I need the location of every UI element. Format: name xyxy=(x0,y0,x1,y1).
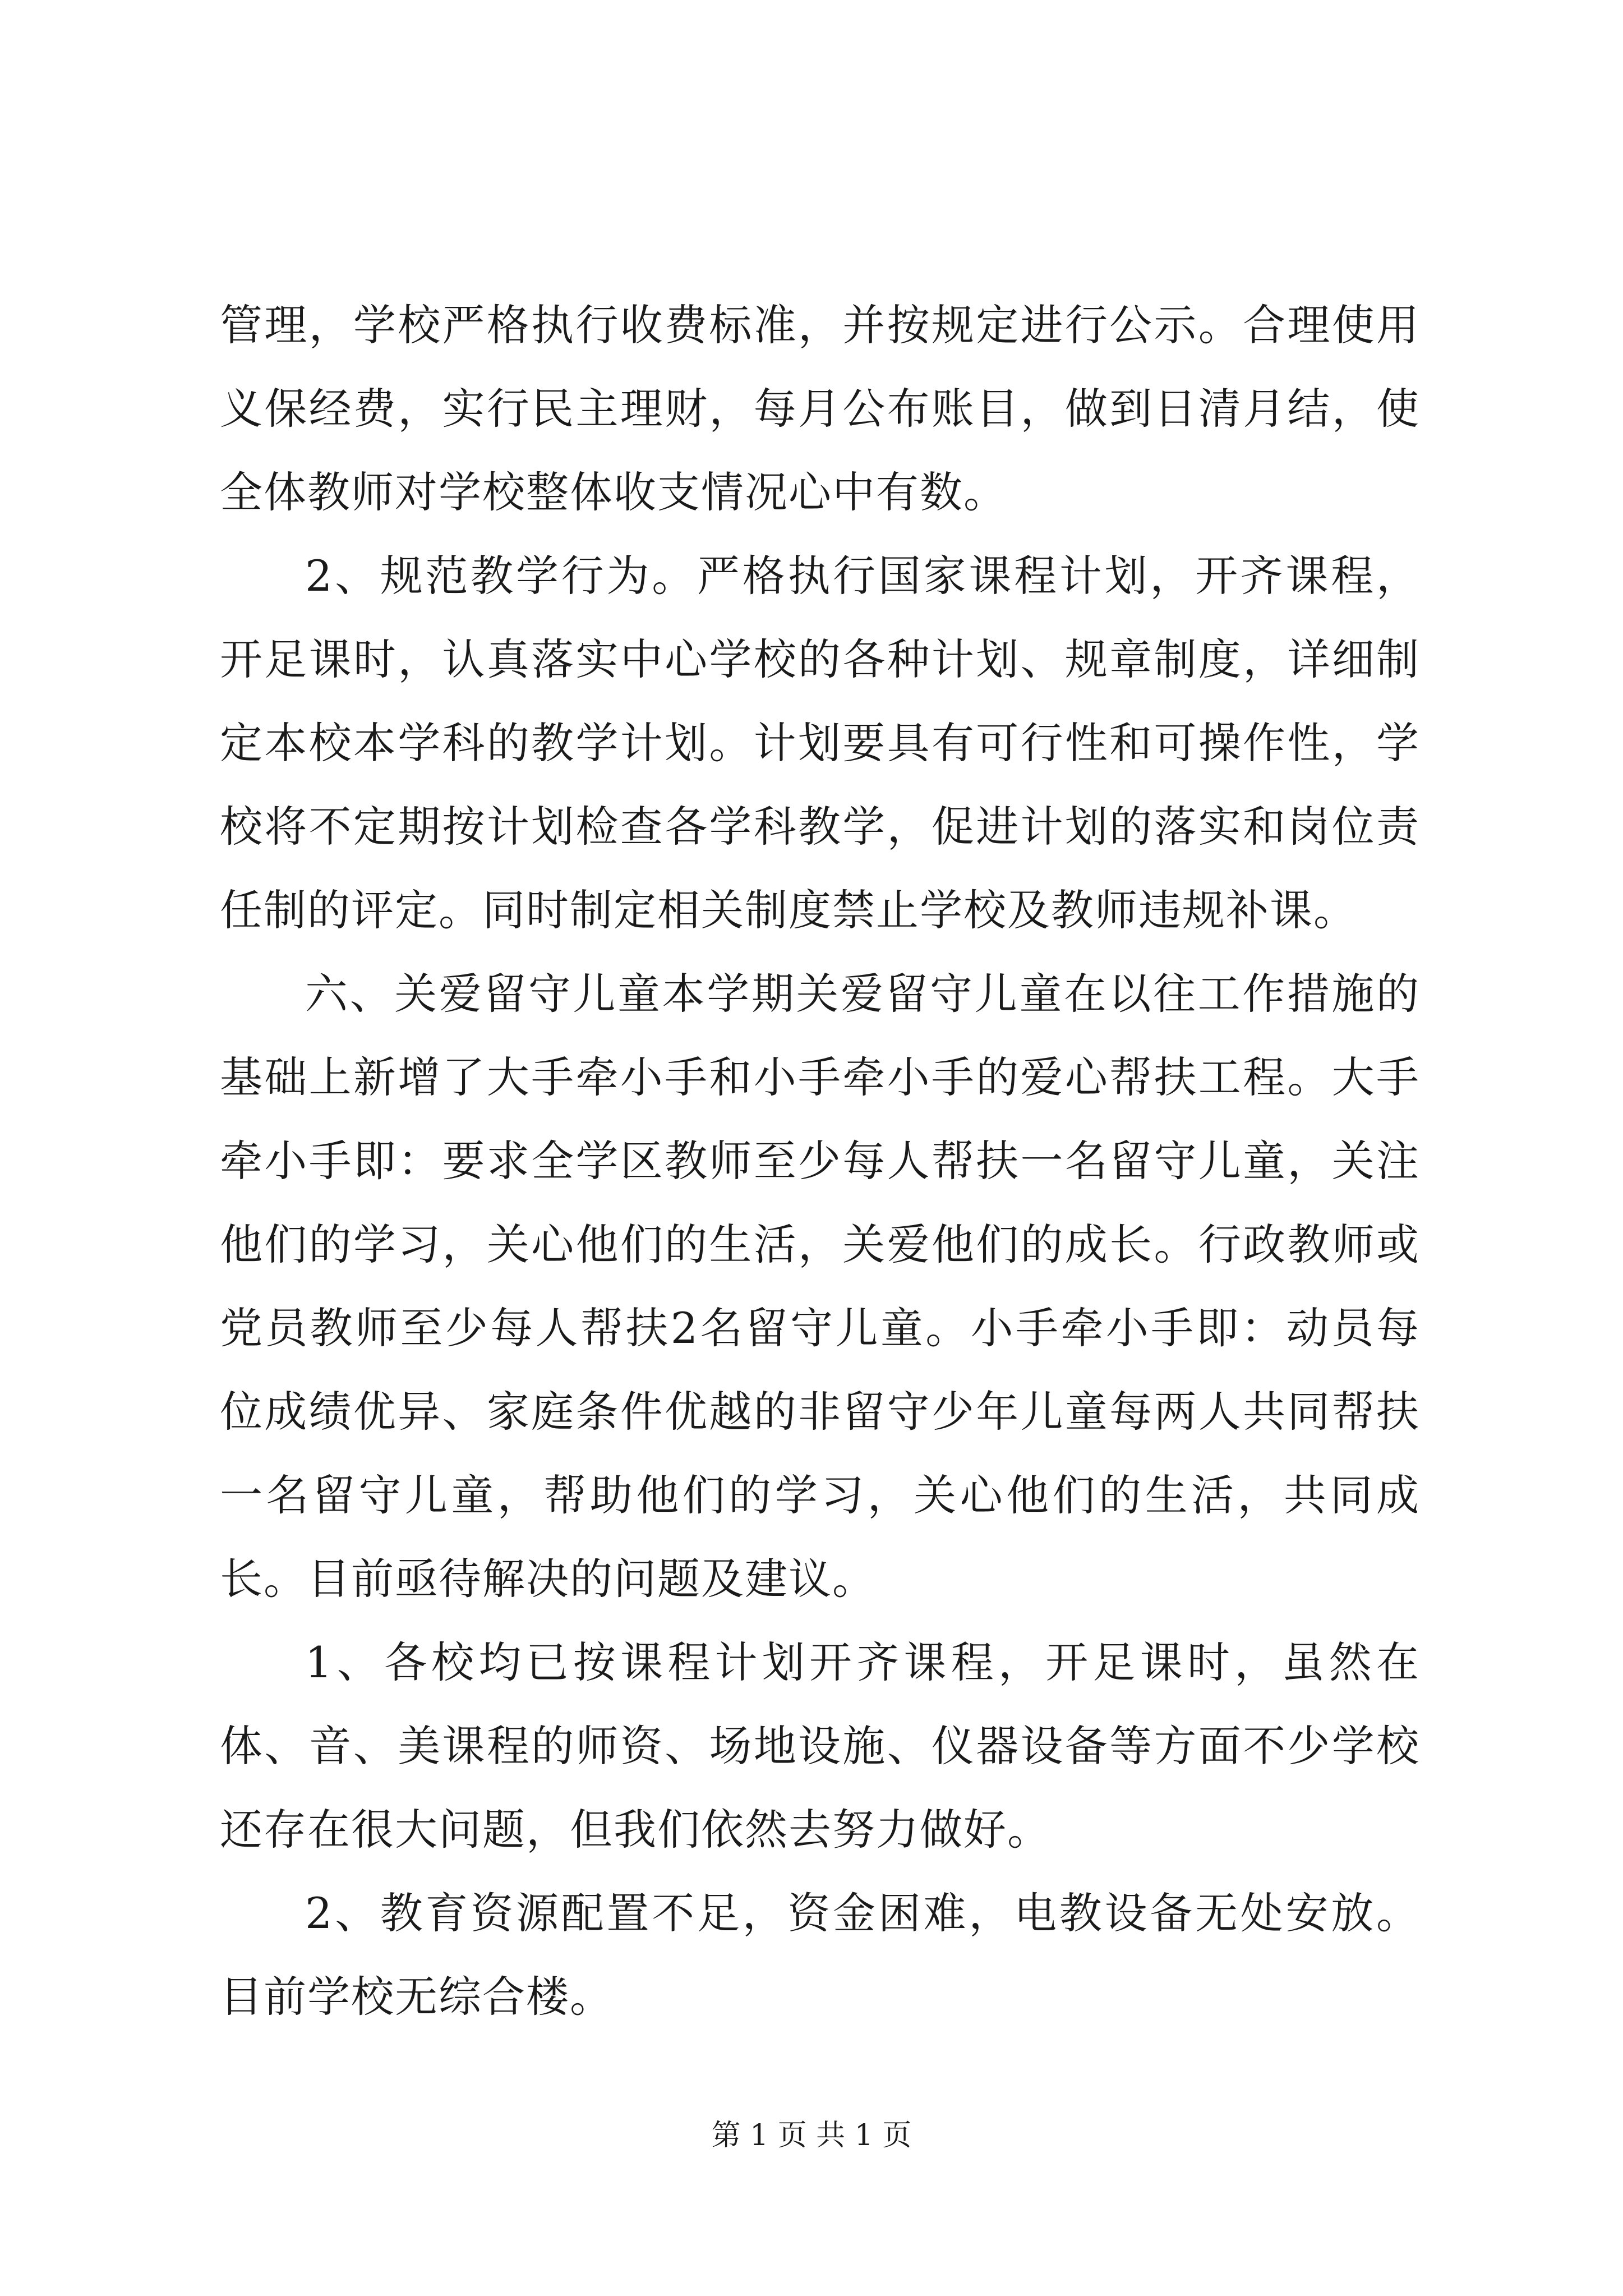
page-number-footer: 第 1 页 共 1 页 xyxy=(711,2119,912,2152)
paragraph-left-behind-children: 六、关爱留守儿童本学期关爱留守儿童在以往工作措施的基础上新增了大手牵小手和小手牵小手的爱心帮扶工程。大手牵小手即：要求全学区教师至少每人帮扶一名留守儿童，关注他们的学习，关心他们的生活，关爱他们的成长。行政教师或党员教师至少每人帮扶2名留守儿童。小手牵小手即：动员每位成绩优异、家庭条件优越的非留守少年儿童每两人共同帮扶一名留守儿童，帮助他们的学习，关心他们的生活，共同成长。目前亟待解决的问题及建议。 xyxy=(220,969,1420,1604)
paragraph-teaching-behavior: 2、规范教学行为。严格执行国家课程计划，开齐课程，开足课时，认真落实中心学校的各种计划、规章制度，详细制定本校本学科的教学计划。计划要具有可行性和可操作性，学校将不定期按计划检查各学科教学，促进计划的落实和岗位责任制的评定。同时制定相关制度禁止学校及教师违规补课。 xyxy=(220,551,1420,935)
paragraph-curriculum-issues: 1、各校均已按课程计划开齐课程，开足课时，虽然在体、音、美课程的师资、场地设施、仪器设备等方面不少学校还存在很大问题，但我们依然去努力做好。 xyxy=(220,1637,1420,1855)
document-body xyxy=(220,283,1420,2039)
paragraph-resource-shortage: 2、教育资源配置不足，资金困难，电教设备无处安放。目前学校无综合楼。 xyxy=(220,1888,1420,2022)
paragraph-fee-management: 管理，学校严格执行收费标准，并按规定进行公示。合理使用义保经费，实行民主理财，每月公布账目，做到日清月结，使全体教师对学校整体收支情况心中有数。 xyxy=(220,300,1420,517)
